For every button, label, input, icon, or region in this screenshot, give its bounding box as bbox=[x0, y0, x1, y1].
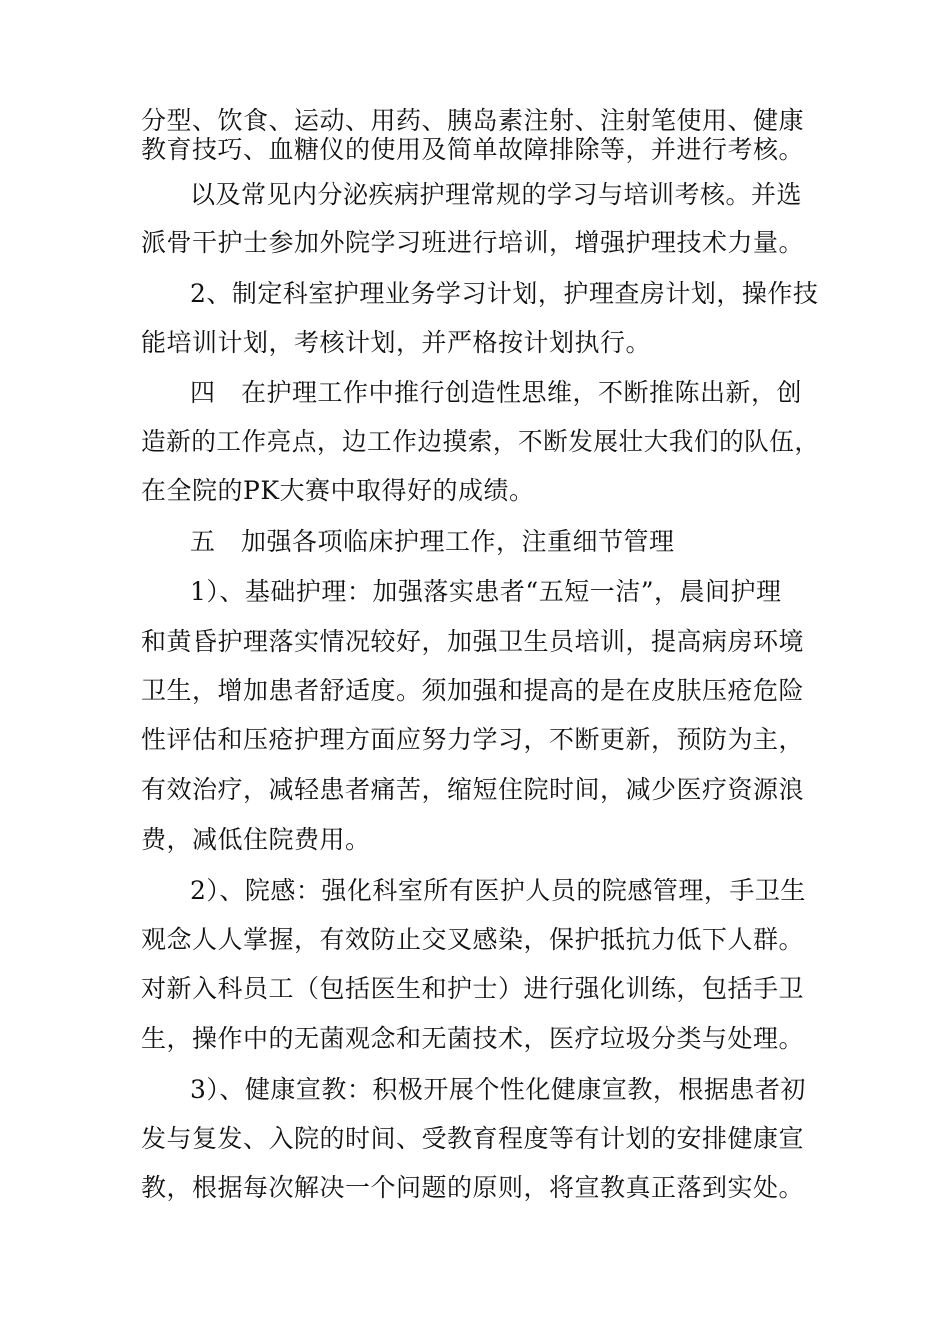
text-line: 五 加强各项临床护理工作，注重细节管理 bbox=[190, 527, 675, 556]
text-line: 生，操作中的无菌观念和无菌技术，医疗垃圾分类与处理。 bbox=[141, 1024, 805, 1053]
text-line: 发与复发、入院的时间、受教育程度等有计划的安排健康宣 bbox=[141, 1124, 805, 1153]
text-line: 教，根据每次解决一个问题的原则，将宣教真正落到实处。 bbox=[141, 1173, 805, 1202]
text-line: 和黄昏护理落实情况较好，加强卫生员培训，提高病房环境 bbox=[141, 627, 805, 656]
text-line: 1）、基础护理：加强落实患者“五短一洁”，晨间护理 bbox=[190, 577, 782, 606]
text-line: 造新的工作亮点，边工作边摸索，不断发展壮大我们的队伍， bbox=[141, 427, 820, 456]
text-line: 2、制定科室护理业务学习计划，护理查房计划，操作技 bbox=[190, 279, 819, 308]
text-line: 在全院的PK大赛中取得好的成绩。 bbox=[141, 476, 535, 505]
text-line: 教育技巧、血糖仪的使用及简单故障排除等，并进行考核。 bbox=[141, 135, 805, 164]
text-line: 费，减低住院费用。 bbox=[141, 825, 371, 854]
text-line: 四 在护理工作中推行创造性思维，不断推陈出新，创 bbox=[190, 378, 803, 407]
text-line: 能培训计划，考核计划，并严格按计划执行。 bbox=[141, 328, 652, 357]
text-line: 对新入科员工（包括医生和护士）进行强化训练，包括手卫 bbox=[141, 974, 805, 1003]
text-line: 有效治疗，减轻患者痛苦，缩短住院时间，减少医疗资源浪 bbox=[141, 775, 805, 804]
text-line: 3）、健康宣教：积极开展个性化健康宣教，根据患者初 bbox=[190, 1075, 806, 1104]
text-line: 2）、院感：强化科室所有医护人员的院感管理，手卫生 bbox=[190, 876, 806, 905]
text-line: 性评估和压疮护理方面应努力学习，不断更新，预防为主， bbox=[141, 725, 805, 754]
text-line: 观念人人掌握，有效防止交叉感染，保护抵抗力低下人群。 bbox=[141, 925, 805, 954]
text-line: 派骨干护士参加外院学习班进行培训，增强护理技术力量。 bbox=[141, 228, 805, 257]
text-line: 分型、饮食、运动、用药、胰岛素注射、注射笔使用、健康 bbox=[141, 106, 805, 135]
text-line: 卫生，增加患者舒适度。须加强和提高的是在皮肤压疮危险 bbox=[141, 676, 805, 705]
text-line: 以及常见内分泌疾病护理常规的学习与培训考核。并选 bbox=[190, 180, 803, 209]
